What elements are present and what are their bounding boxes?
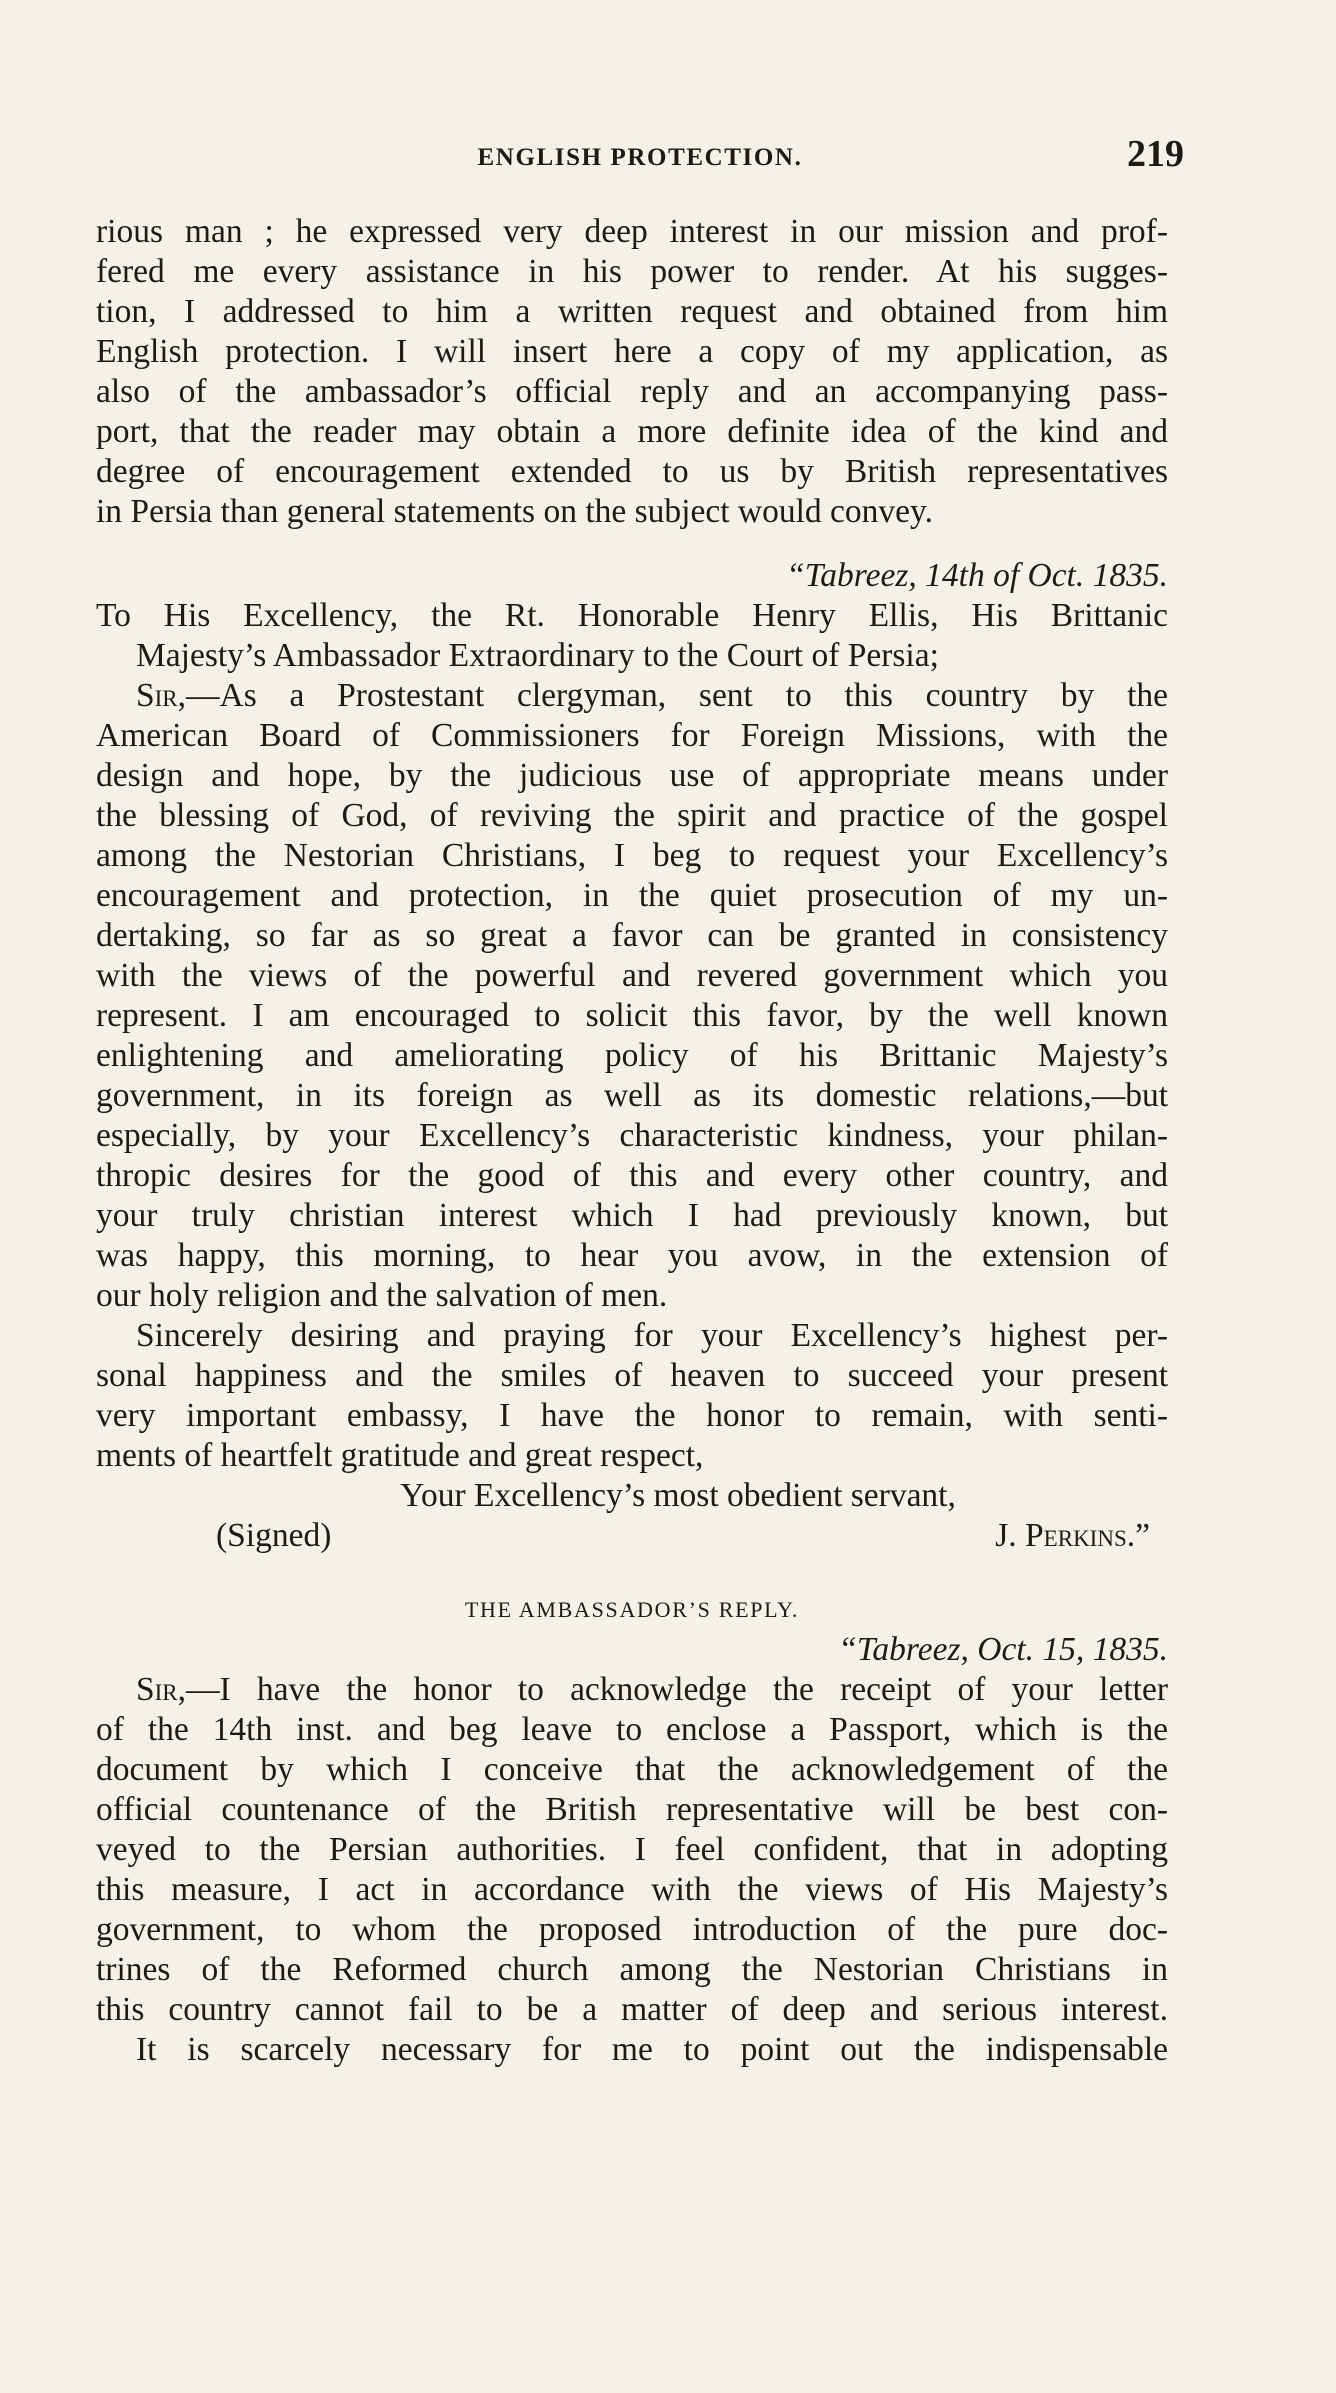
- letter-body-line: with the views of the powerful and revered government which you: [96, 957, 1168, 994]
- letter-body-line: design and hope, by the judicious use of appropriate means under: [96, 757, 1168, 794]
- letter-body-line: among the Nestorian Christians, I beg to request your Excellency’s: [96, 837, 1168, 874]
- reply-heading: THE AMBASSADOR’S REPLY.: [464, 1597, 800, 1622]
- page-number: 219: [1127, 133, 1184, 175]
- reply-body-line: this country cannot fail to be a matter of deep and serious interest.: [96, 1991, 1168, 2028]
- reply-body-line: of the 14th inst. and beg leave to enclose a Passport, which is the: [96, 1711, 1168, 1748]
- reply-body-line: document by which I conceive that the acknowledgement of the: [96, 1751, 1168, 1788]
- letter-closing-line: sonal happiness and the smiles of heaven to succeed your present: [96, 1357, 1168, 1394]
- letter-body-line: government, in its foreign as well as its domestic relations,—but: [96, 1077, 1168, 1114]
- signed-label: (Signed): [216, 1517, 332, 1554]
- reply-body-line: this measure, I act in accordance with the views of His Majesty’s: [96, 1871, 1168, 1908]
- letter-body-line: the blessing of God, of reviving the spirit and practice of the gospel: [96, 797, 1168, 834]
- letter-body-line: our holy religion and the salvation of men.: [96, 1277, 668, 1314]
- page-text: [96, 212, 1168, 2070]
- spacer: [96, 532, 1168, 556]
- reply-dateline: “Tabreez, Oct. 15, 1835.: [838, 1631, 1168, 1668]
- letter-body-line: represent. I am encouraged to solicit this favor, by the well known: [96, 997, 1168, 1034]
- letter-body-line: encouragement and protection, in the quiet prosecution of my un-: [96, 877, 1168, 914]
- complimentary-close: Your Excellency’s most obedient servant,: [400, 1477, 956, 1514]
- letter-body-line: was happy, this morning, to hear you avow, in the extension of: [96, 1237, 1168, 1274]
- letter-closing-line: Sincerely desiring and praying for your Excellency’s highest per-: [136, 1317, 1168, 1354]
- letter-body-line: American Board of Commissioners for Foreign Missions, with the: [96, 717, 1168, 754]
- signature-row: [96, 1516, 1168, 1556]
- text-line: tion, I addressed to him a written request and obtained from him: [96, 293, 1168, 330]
- reply-body-first: —I have the honor to acknowledge the receipt of your letter: [186, 1671, 1168, 1708]
- letter-salutation: Sir,: [136, 677, 187, 714]
- letter-body-first: —As a Prostestant clergyman, sent to this country by the: [186, 677, 1168, 714]
- reply-body-line: It is scarcely necessary for me to point out the indispensable: [136, 2031, 1168, 2068]
- text-line: also of the ambassador’s official reply and an accompanying pass-: [96, 373, 1168, 410]
- letter-body-line: dertaking, so far as so great a favor can be granted in consistency: [96, 917, 1168, 954]
- letter-closing-line: very important embassy, I have the honor to remain, with senti-: [96, 1397, 1168, 1434]
- letter-body-line: especially, by your Excellency’s characteristic kindness, your philan-: [96, 1117, 1168, 1154]
- reply-body-line: government, to whom the proposed introduction of the pure doc-: [96, 1911, 1168, 1948]
- text-line: degree of encouragement extended to us by British representatives: [96, 453, 1168, 490]
- letter-body-line: enlightening and ameliorating policy of his Brittanic Majesty’s: [96, 1037, 1168, 1074]
- running-title: ENGLISH PROTECTION.: [477, 144, 803, 171]
- letter-body-line: thropic desires for the good of this and every other country, and: [96, 1157, 1168, 1194]
- reply-body-line: [96, 1670, 1168, 1710]
- text-line: rious man ; he expressed very deep interest in our mission and prof-: [96, 213, 1168, 250]
- letter-address-line: To His Excellency, the Rt. Honorable Henry Ellis, His Brittanic: [96, 597, 1168, 634]
- text-line: port, that the reader may obtain a more definite idea of the kind and: [96, 413, 1168, 450]
- text-line: English protection. I will insert here a copy of my application, as: [96, 333, 1168, 370]
- letter-closing-line: ments of heartfelt gratitude and great respect,: [96, 1437, 704, 1474]
- text-line: in Persia than general statements on the subject would convey.: [96, 493, 933, 530]
- reply-body-line: trines of the Reformed church among the Nestorian Christians in: [96, 1951, 1168, 1988]
- letter-body-line: [96, 676, 1168, 716]
- letter-address-line: Majesty’s Ambassador Extraordinary to the Court of Persia;: [136, 637, 939, 674]
- reply-body-line: veyed to the Persian authorities. I feel confident, that in adopting: [96, 1831, 1168, 1868]
- letter-dateline: “Tabreez, 14th of Oct. 1835.: [786, 557, 1168, 594]
- letter-body-line: your truly christian interest which I had previously known, but: [96, 1197, 1168, 1234]
- text-line: fered me every assistance in his power to render. At his sugges-: [96, 253, 1168, 290]
- running-head: [96, 132, 1184, 176]
- reply-body-line: official countenance of the British representative will be best con-: [96, 1791, 1168, 1828]
- spacer: [96, 1556, 1168, 1590]
- reply-salutation: Sir,: [136, 1671, 187, 1708]
- signature: J. Perkins.”: [995, 1517, 1150, 1554]
